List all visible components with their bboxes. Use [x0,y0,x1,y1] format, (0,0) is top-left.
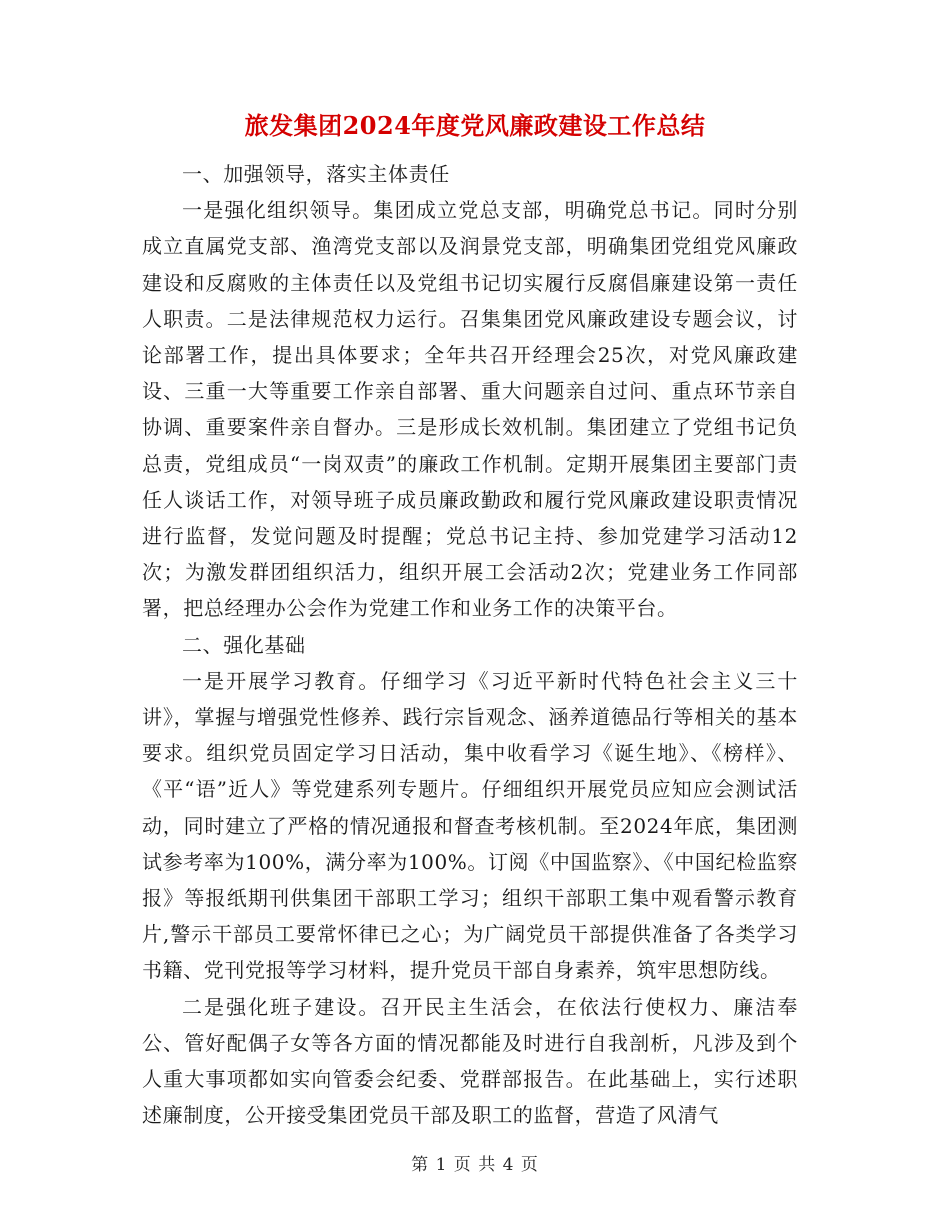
section-heading-1: 一、加强领导，落实主体责任 [182,162,450,186]
body-paragraph: 一是强化组织领导。集团成立党总支部，明确党总书记。同时分别成立直属党支部、渔湾党支部以及润景党支部，明确集团党组党风廉政建设和反腐败的主体责任以及党组书记切实履行反腐倡廉建设第一责任人职责。二是法律规范权力运行。召集集团党风廉政建设专题会议，讨论部署工作，提出具体要求；全年共召开经理会25次，对党风廉政建设、三重一大等重要工作亲自部署、重大问题亲自过问、重点环节亲自协调、重要案件亲自督办。三是形成长效机制。集团建立了党组书记负总责，党组成员“一岗双责”的廉政工作机制。定期开展集团主要部门责任人谈话工作，对领导班子成员廉政勤政和履行党风廉政建设职责情况进行监督，发觉问题及时提醒；党总书记主持、参加党建学习活动12次；为激发群团组织活力，组织开展工会活动2次；党建业务工作同部署，把总经理办公会作为党建工作和业务工作的决策平台。 [142,198,798,621]
document-title: 旅发集团2024年度党风廉政建设工作总结 [244,111,706,140]
body-paragraph: 二是强化班子建设。召开民主生活会，在依法行使权力、廉洁奉公、管好配偶子女等各方面的情况都能及时进行自我剖析，凡涉及到个人重大事项都如实向管委会纪委、党群部报告。在此基础上，实行述职述廉制度，公开接受集团党员干部及职工的监督，营造了风清气 [142,994,798,1128]
page-number-footer: 第 1 页 共 4 页 [411,1155,539,1175]
document-body [142,156,798,1133]
body-paragraph: 一是开展学习教育。仔细学习《习近平新时代特色社会主义三十讲》，掌握与增强党性修养、践行宗旨观念、涵养道德品行等相关的基本要求。组织党员固定学习日活动，集中收看学习《诞生地》、《榜样》、《平“语”近人》等党建系列专题片。仔细组织开展党员应知应会测试活动，同时建立了严格的情况通报和督查考核机制。至2024年底，集团测试参考率为100%，满分率为100%。订阅《中国监察》、《中国纪检监察报》等报纸期刊供集团干部职工学习；组织干部职工集中观看警示教育片,警示干部员工要常怀律已之心；为广阔党员干部提供准备了各类学习书籍、党刊党报等学习材料，提升党员干部自身素养，筑牢思想防线。 [142,668,798,983]
section-heading-2: 二、强化基础 [182,632,306,657]
